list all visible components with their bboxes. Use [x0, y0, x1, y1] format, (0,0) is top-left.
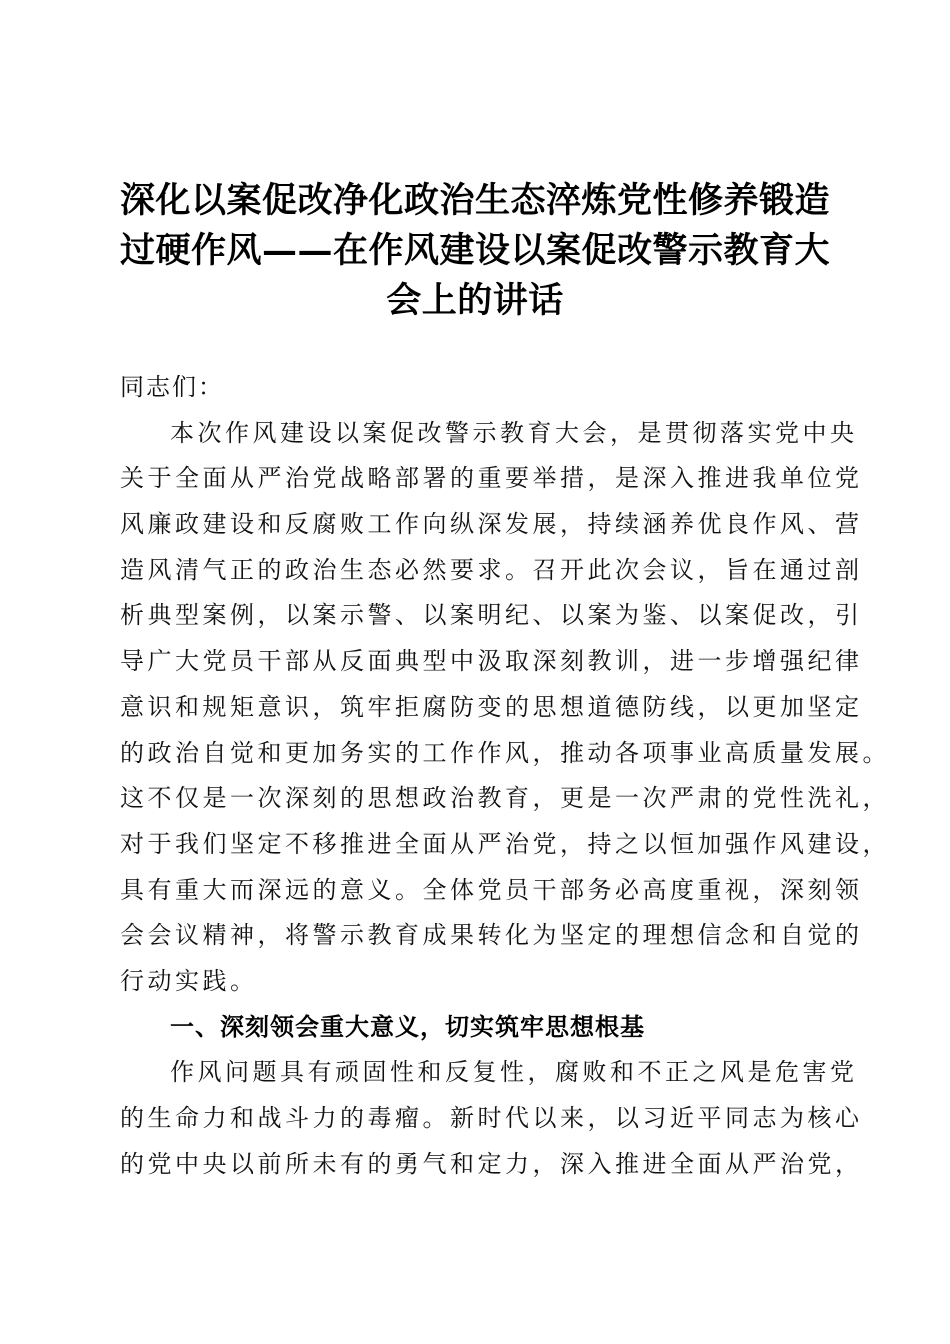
title-line: 深化以案促改净化政治生态淬炼党性修养锻造 — [119, 180, 830, 221]
paragraph-line: 造风清气正的政治生态必然要求。召开此次会议，旨在通过剖 — [120, 555, 863, 584]
paragraph-line: 的政治自觉和更加务实的工作作风，推动各项事业高质量发展。 — [120, 738, 890, 767]
paragraph-section-1 — [120, 1050, 863, 1187]
paragraph-line: 行动实践。 — [120, 966, 258, 995]
title-line: 会上的讲话 — [386, 280, 564, 321]
paragraph-line: 具有重大而深远的意义。全体党员干部务必高度重视，深刻领 — [120, 875, 863, 904]
paragraph-line: 会会议精神，将警示教育成果转化为坚定的理想信念和自觉的 — [120, 921, 863, 950]
paragraph-line: 这不仅是一次深刻的思想政治教育，更是一次严肃的党性洗礼， — [120, 784, 890, 813]
paragraph-line: 析典型案例，以案示警、以案明纪、以案为鉴、以案促改，引 — [120, 601, 863, 630]
paragraph-intro — [120, 411, 890, 1005]
paragraph-line: 的生命力和战斗力的毒瘤。新时代以来，以习近平同志为核心 — [120, 1104, 863, 1132]
document-title — [110, 176, 840, 326]
greeting: 同志们： — [120, 373, 224, 401]
paragraph-line: 的党中央以前所未有的勇气和定力，深入推进全面从严治党， — [120, 1149, 863, 1178]
paragraph-line: 对于我们坚定不移推进全面从严治党，持之以恒加强作风建设， — [120, 829, 890, 858]
paragraph-line: 风廉政建设和反腐败工作向纵深发展，持续涵养优良作风、营 — [120, 510, 863, 539]
paragraph-line: 本次作风建设以案促改警示教育大会，是贯彻落实党中央 — [170, 418, 858, 447]
paragraph-line: 导广大党员干部从反面典型中汲取深刻教训，进一步增强纪律 — [120, 647, 863, 676]
paragraph-line: 意识和规矩意识，筑牢拒腐防变的思想道德防线，以更加坚定 — [120, 692, 863, 721]
title-line: 过硬作风——在作风建设以案促改警示教育大 — [119, 230, 830, 271]
paragraph-line: 作风问题具有顽固性和反复性，腐败和不正之风是危害党 — [170, 1058, 858, 1087]
section-heading: 一、深刻领会重大意义，切实筑牢思想根基 — [170, 1012, 645, 1041]
paragraph-line: 关于全面从严治党战略部署的重要举措，是深入推进我单位党 — [120, 464, 863, 493]
document-body — [120, 365, 890, 1187]
